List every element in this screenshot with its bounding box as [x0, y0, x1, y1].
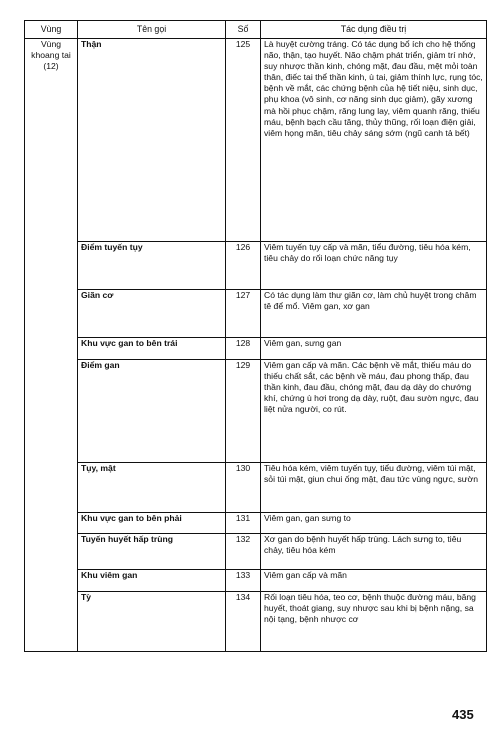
table-row: [25, 290, 487, 338]
point-number: 130: [226, 463, 261, 513]
point-number: 132: [226, 534, 261, 570]
acupoint-table: [24, 20, 487, 652]
point-effect: Viêm gan cấp và mãn: [261, 570, 487, 592]
page-number: 435: [452, 707, 474, 722]
point-number: 126: [226, 242, 261, 290]
header-number: Số: [226, 21, 261, 39]
table-row: [25, 242, 487, 290]
header-row: [25, 21, 487, 39]
table-row: [25, 39, 487, 242]
point-effect: Xơ gan do bệnh huyết hấp trùng. Lách sưng to, tiêu chảy, tiêu hóa kém: [261, 534, 487, 570]
header-effect: Tác dụng điều trị: [261, 21, 487, 39]
table-row: [25, 360, 487, 463]
point-number: 129: [226, 360, 261, 463]
point-number: 133: [226, 570, 261, 592]
point-effect: Là huyệt cường tráng. Có tác dụng bổ ích cho hệ thống não, thận, tạo huyết. Não chậm phát triển, giảm trí nhớ, suy nhược thần kinh, chóng mặt, đau đầu, mệt mỏi toàn thân, điếc tai thể thần kinh, ù tai, giảm thính lực, rụng tóc, bệnh về mắt, các chứng bệnh của hệ tiết niệu, sinh dục, phụ khoa (vô sinh, cơ năng sinh dục giảm), gãy xương mà hồi phục chậm, răng lung lay, viêm quanh răng, thiếu máu, bệnh bạch cầu tăng, thủy thũng, rối loạn điện giải, viêm họng mãn, tiêu chảy sáng sớm (ngũ canh tả bết): [261, 39, 487, 242]
point-effect: Tiêu hóa kém, viêm tuyến tụy, tiểu đường, viêm túi mật, sỏi túi mật, giun chui ống mật, đau tức vùng ngực, sườn: [261, 463, 487, 513]
point-name: Khu viêm gan: [78, 570, 226, 592]
table-row: [25, 338, 487, 360]
header-region: Vùng: [25, 21, 78, 39]
point-effect: Có tác dụng làm thư giãn cơ, làm chủ huyệt trong châm tê để mổ. Viêm gan, xơ gan: [261, 290, 487, 338]
table-row: [25, 463, 487, 513]
table-row: [25, 534, 487, 570]
point-number: 134: [226, 592, 261, 652]
table-row: [25, 513, 487, 534]
point-name: Điểm tuyến tụy: [78, 242, 226, 290]
point-name: Tụy, mật: [78, 463, 226, 513]
point-effect: Rối loạn tiêu hóa, teo cơ, bệnh thuộc đường máu, băng huyết, thoát giang, suy nhược sau khi bị bệnh nặng, sa nội tạng, bệnh nhược cơ: [261, 592, 487, 652]
point-name: Khu vực gan to bên trái: [78, 338, 226, 360]
point-name: Thận: [78, 39, 226, 242]
table-row: [25, 592, 487, 652]
point-number: 128: [226, 338, 261, 360]
point-number: 131: [226, 513, 261, 534]
point-name: Tuyến huyết hấp trùng: [78, 534, 226, 570]
point-effect: Viêm gan cấp và mãn. Các bệnh về mắt, thiếu máu do thiếu chất sắt, các bệnh về máu, đau phong thấp, đau thần kinh, đau đầu, chóng mặt, đau dạ dày do chướng khí, chứng ù hơi trong dạ dày, ruột, đau sườn ngực, đau liệt nửa người, co rút.: [261, 360, 487, 463]
point-number: 127: [226, 290, 261, 338]
point-name: Tỳ: [78, 592, 226, 652]
header-name: Tên gọi: [78, 21, 226, 39]
table-row: [25, 570, 487, 592]
point-name: Điểm gan: [78, 360, 226, 463]
point-effect: Viêm tuyến tụy cấp và mãn, tiểu đường, tiêu hóa kém, tiêu chảy do rối loạn chức năng tụy: [261, 242, 487, 290]
point-name: Giãn cơ: [78, 290, 226, 338]
point-effect: Viêm gan, gan sưng to: [261, 513, 487, 534]
point-name: Khu vực gan to bên phải: [78, 513, 226, 534]
region-cell: Vùng khoang tai (12): [25, 39, 78, 652]
point-number: 125: [226, 39, 261, 242]
point-effect: Viêm gan, sưng gan: [261, 338, 487, 360]
